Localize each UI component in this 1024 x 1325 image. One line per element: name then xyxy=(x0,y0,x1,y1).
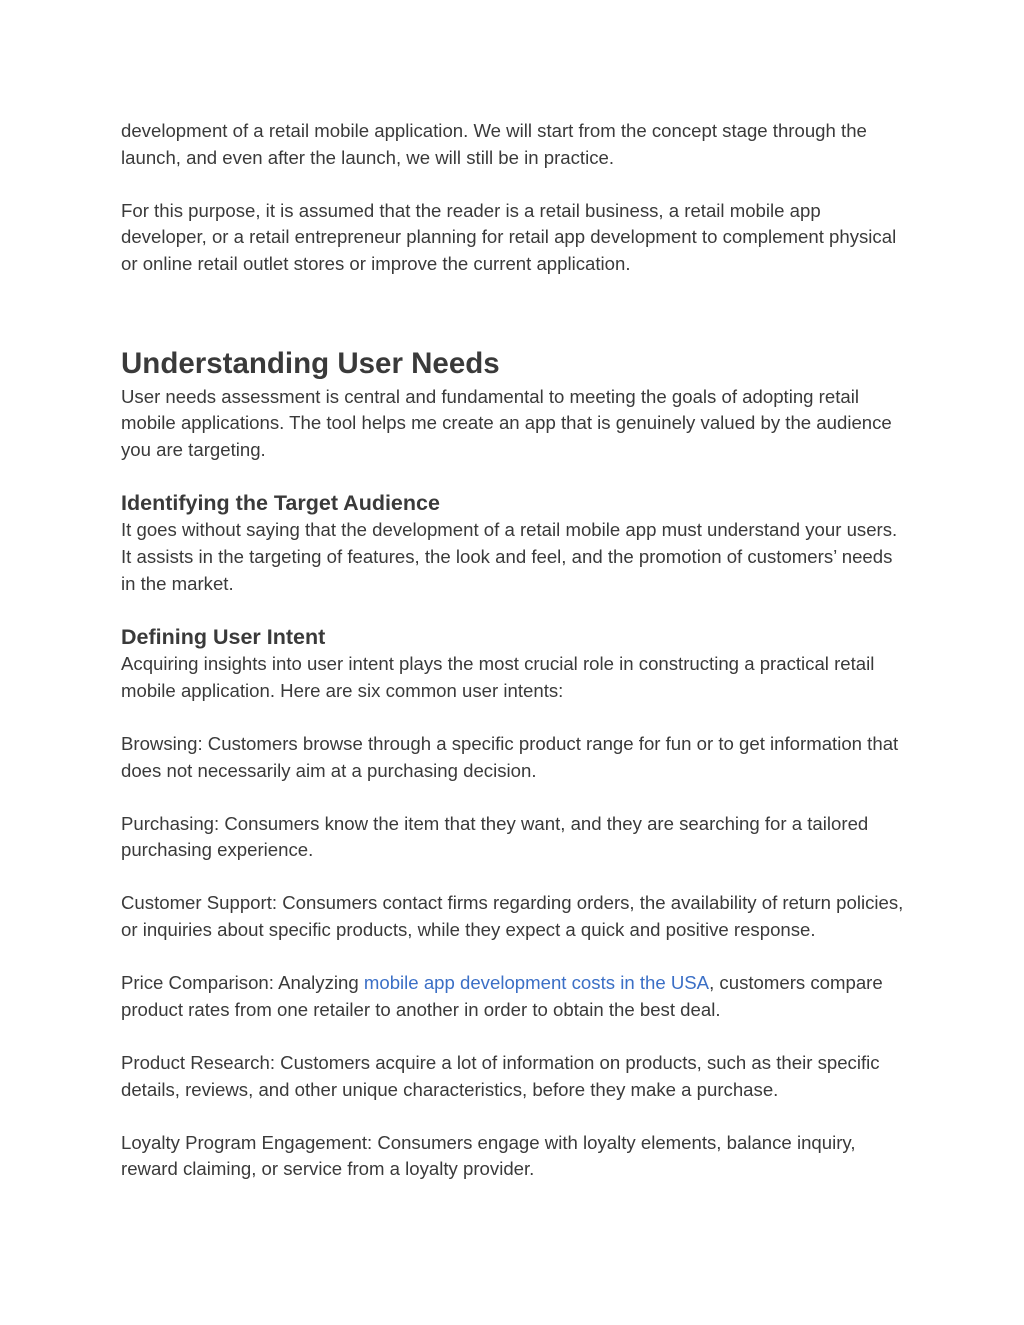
paragraph-target-audience: It goes without saying that the development of a retail mobile app must understand your users. It assists in the targeting of features, the look and feel, and the promotion of customers’ needs in the market. xyxy=(121,519,898,594)
price-comparison-suffix: , customers compare product rates from one retailer to another in order to obtain the best deal. xyxy=(121,972,883,1020)
section-heading-understanding-user-needs: Understanding User Needs xyxy=(121,346,500,380)
subheading-user-intent: Defining User Intent xyxy=(121,625,326,650)
intro-paragraph-1: development of a retail mobile application. We will start from the concept stage through the launch, and even after the launch, we will still be in practice. xyxy=(121,120,867,168)
price-comparison-prefix: Price Comparison: Analyzing xyxy=(121,972,364,994)
intent-customer-support: Customer Support: Consumers contact firms regarding orders, the availability of return policies, or inquiries about specific products, while they expect a quick and positive response. xyxy=(121,892,904,941)
intro-paragraph-2: For this purpose, it is assumed that the reader is a retail business, a retail mobile app developer, or a retail entrepreneur planning for retail app development to complement physical or online retail outlet stores or improve the current application. xyxy=(121,199,897,274)
paragraph-user-intent: Acquiring insights into user intent plays the most crucial role in constructing a practical retail mobile application. Here are six common user intents: xyxy=(121,653,875,701)
mobile-app-costs-link[interactable]: mobile app development costs in the USA xyxy=(363,972,710,994)
intent-price-comparison xyxy=(121,970,911,1023)
document-page xyxy=(121,118,911,1183)
intent-loyalty-program: Loyalty Program Engagement: Consumers engage with loyalty elements, balance inquiry, reward claiming, or service from a loyalty provider. xyxy=(121,1131,856,1180)
subheading-target-audience: Identifying the Target Audience xyxy=(121,491,440,516)
section-paragraph-user-needs: User needs assessment is central and fundamental to meeting the goals of adopting retail mobile applications. The tool helps me create an app that is genuinely valued by the audience you are targeting. xyxy=(121,385,892,460)
intent-product-research: Product Research: Customers acquire a lot of information on products, such as their specific details, reviews, and other unique characteristics, before they make a purchase. xyxy=(121,1052,880,1100)
intent-purchasing: Purchasing: Consumers know the item that they want, and they are searching for a tailored purchasing experience. xyxy=(121,812,869,861)
intent-browsing: Browsing: Customers browse through a specific product range for fun or to get information that does not necessarily aim at a purchasing decision. xyxy=(121,732,899,781)
